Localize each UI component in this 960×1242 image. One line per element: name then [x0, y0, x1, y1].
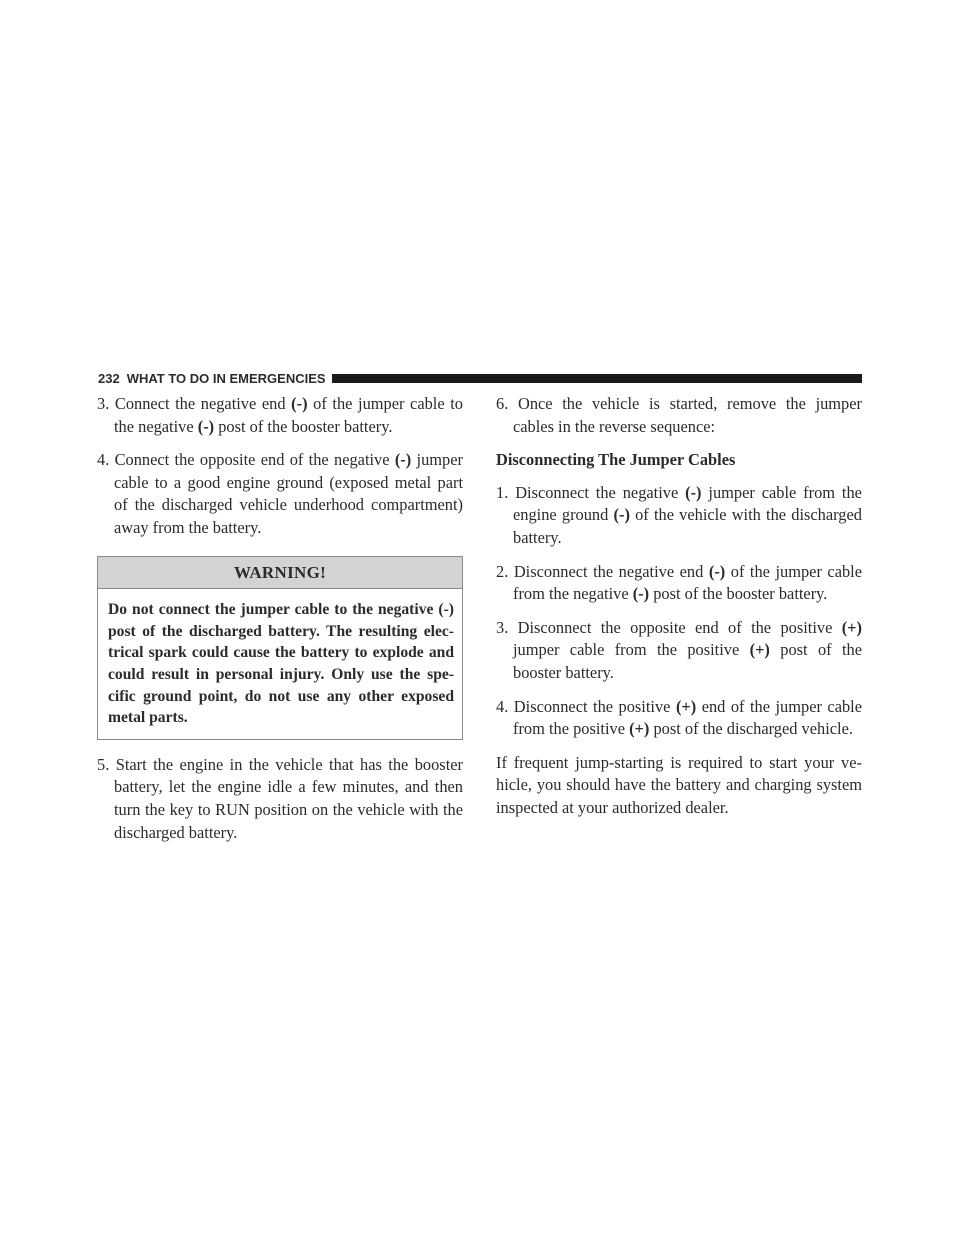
- step-number: 1.: [496, 482, 509, 502]
- negative-symbol: (-): [685, 482, 702, 502]
- positive-symbol: (+): [629, 719, 650, 739]
- step-6: 6. Once the vehicle is started, remove the jumper cables in the reverse sequence:: [496, 394, 862, 436]
- step-number: 4.: [496, 696, 509, 716]
- negative-symbol: (-): [291, 394, 308, 413]
- section-title: WHAT TO DO IN EMERGENCIES: [126, 370, 326, 386]
- positive-symbol: (+): [749, 640, 770, 660]
- disconnect-step-4: 4. Disconnect the positive (+) end of the jumper cable from the positive (+) post of the discharged vehicle.: [496, 696, 862, 739]
- negative-symbol: (-): [613, 505, 630, 525]
- step-number: 5.: [97, 754, 110, 774]
- step-number: 6.: [496, 394, 509, 413]
- negative-symbol: (-): [197, 416, 215, 436]
- subheading-disconnecting: Disconnecting The Jumper Cables: [496, 450, 736, 470]
- disconnect-step-1: 1. Disconnect the negative (-) jumper cable from the engine ground (-) of the vehicle with the discharged battery.: [496, 482, 862, 547]
- right-column: [496, 393, 862, 830]
- running-header: [98, 370, 862, 386]
- warning-title: WARNING!: [98, 557, 462, 590]
- negative-symbol: (-): [708, 561, 726, 581]
- negative-symbol: (-): [632, 584, 650, 604]
- step-number: 3.: [496, 617, 509, 637]
- step-3: 3. Connect the negative end (-) of the jumper cable to the negative (-) post of the booster battery.: [97, 394, 463, 436]
- warning-text: Do not connect the jumper cable to the negative (-) post of the discharged battery. The resulting elec- trical spark could cause the battery to explode and could result in personal injury. Only use the spe- cific ground point, do not use any other exposed metal parts.: [108, 601, 454, 727]
- step-number: 2.: [496, 561, 509, 581]
- closing-paragraph: If frequent jump-starting is required to start your ve- hicle, you should have the battery and charging system inspected at your authorized dealer.: [496, 752, 862, 817]
- positive-symbol: (+): [675, 696, 697, 716]
- step-number: 4.: [97, 450, 110, 470]
- step-number: 3.: [97, 394, 110, 413]
- negative-symbol: (-): [394, 450, 412, 470]
- step-4: 4. Connect the opposite end of the negative (-) jumper cable to a good engine ground (exposed metal part of the discharged vehicle underhood compartment) away from the battery.: [97, 450, 463, 537]
- warning-box: [97, 556, 463, 740]
- step-5: 5. Start the engine in the vehicle that has the booster battery, let the engine idle a few minutes, and then turn the key to RUN position on the vehicle with the discharged battery.: [97, 754, 463, 842]
- positive-symbol: (+): [841, 617, 862, 637]
- page-number: 232: [98, 370, 120, 386]
- disconnect-step-2: 2. Disconnect the negative end (-) of the jumper cable from the negative (-) post of the booster battery.: [496, 561, 862, 604]
- disconnect-step-3: 3. Disconnect the opposite end of the positive (+) jumper cable from the positive (+) post of the booster battery.: [496, 617, 862, 682]
- left-column: [97, 393, 463, 855]
- header-rule: [332, 374, 862, 383]
